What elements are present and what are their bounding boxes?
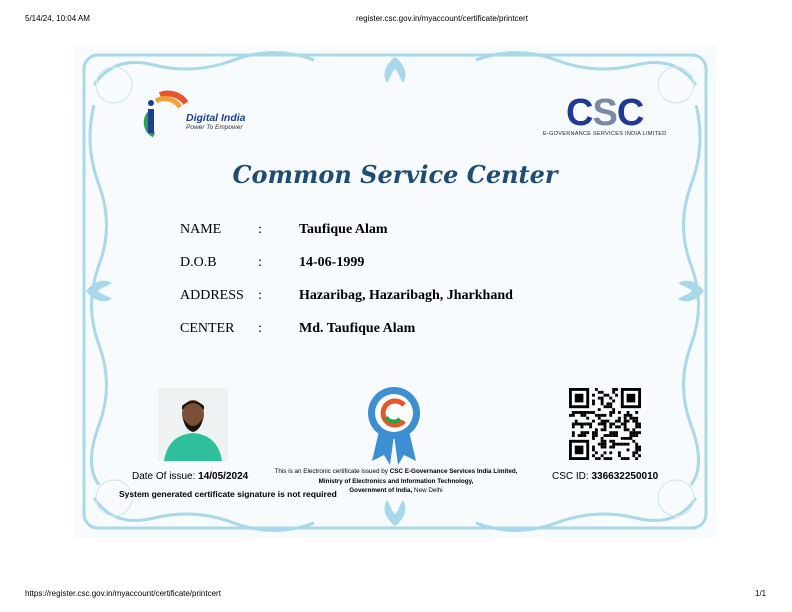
field-label: ADDRESS [180, 288, 244, 303]
field-separator: : [258, 321, 262, 336]
field-separator: : [258, 288, 262, 303]
signature-note: System generated certificate signature is not required [119, 489, 337, 499]
field-value: Md. Taufique Alam [299, 321, 416, 336]
field-label: D.O.B [180, 255, 217, 270]
csc-id-value: 336632250010 [591, 471, 659, 482]
field-label: NAME [180, 222, 222, 237]
print-page-count: 1/1 [755, 589, 767, 598]
field-value: 14-06-1999 [299, 255, 365, 270]
certificate-title: Common Service Center [232, 160, 558, 189]
field-label: CENTER [180, 321, 235, 336]
csc-logo-subtitle: E-GOVERNANCE SERVICES INDIA LIMITED [543, 131, 667, 137]
field-value: Hazaribag, Hazaribagh, Jharkhand [299, 288, 513, 303]
issue-date-line [132, 471, 248, 482]
digital-india-name: Digital India [186, 112, 246, 124]
field-separator: : [258, 222, 262, 237]
holder-photo [158, 388, 228, 461]
print-footer-url: https://register.csc.gov.in/myaccount/certificate/printcert [25, 589, 221, 598]
field-value: Taufique Alam [299, 222, 388, 237]
electronic-certificate-text: This is an Electronic certificate issued by CSC E-Governance Services India Limited, Ministry of Electronics and Information Technology, Government of India, New Delhi [274, 468, 518, 494]
csc-logo: CSC [566, 92, 644, 134]
qr-code [569, 388, 641, 460]
print-datetime: 5/14/24, 10:04 AM [25, 14, 90, 23]
field-separator: : [258, 255, 262, 270]
csc-id-label: CSC ID: [552, 471, 589, 482]
certificate [74, 45, 716, 538]
issue-date-label: Date Of issue: [132, 471, 196, 482]
print-header-url: register.csc.gov.in/myaccount/certificate/printcert [356, 14, 528, 23]
csc-award-badge [364, 385, 424, 465]
digital-india-tagline: Power To Empower [186, 124, 243, 131]
issue-date-value: 14/05/2024 [198, 471, 249, 482]
csc-id-line [552, 471, 658, 482]
